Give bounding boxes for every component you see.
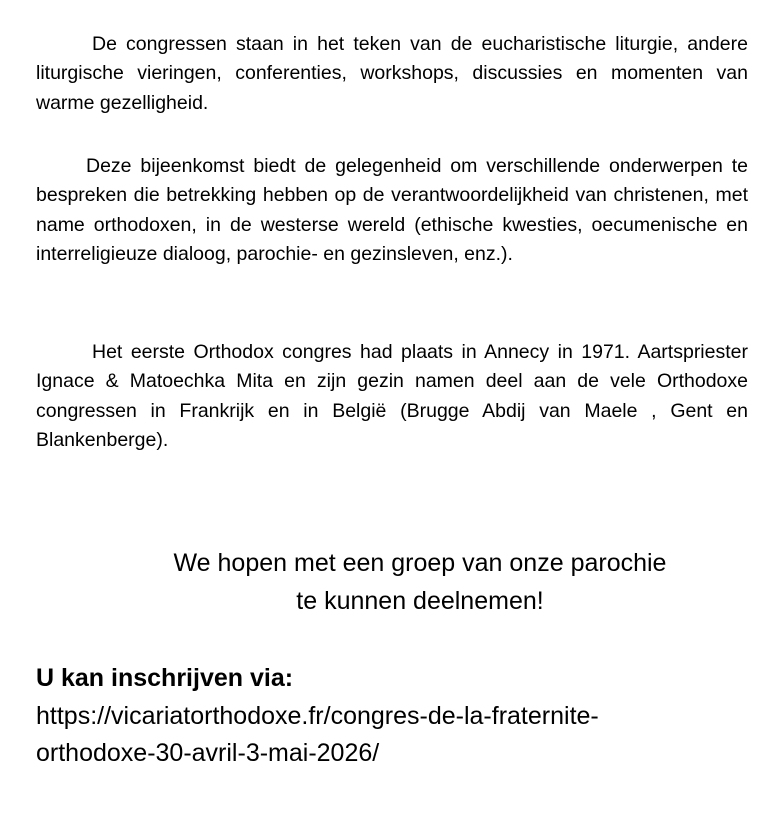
signup-link-line-1: https://vicariatorthodoxe.fr/congres-de-la-fraternite- <box>36 702 599 730</box>
callout-line-2: te kunnen deelnemen! <box>296 587 544 615</box>
callout-line-1: We hopen met een groep van onze parochie <box>173 549 667 577</box>
signup-link[interactable] <box>36 698 756 772</box>
paragraph-meeting-topics: Deze bijeenkomst biedt de gelegenheid om verschillende onderwerpen te bespreken die betrekking hebben op de verantwoordelijkheid van christenen, met name orthodoxen, in de westerse wereld (ethische kwesties, oecumenische en interreligieuze dialoog, parochie- en gezinsleven, enz.). <box>36 155 748 265</box>
signup-heading: U kan inschrijven via: <box>36 664 294 692</box>
paragraph-congress-program: De congressen staan in het teken van de eucharistische liturgie, andere liturgische vieringen, conferenties, workshops, discussies en momenten van warme gezelligheid. <box>36 33 748 114</box>
paragraph-congress-history: Het eerste Orthodox congres had plaats in Annecy in 1971. Aartspriester Ignace & Matoechka Mita en zijn gezin namen deel aan de vele Orthodoxe congressen in Frankrijk en in België (Brugge Abdij van Maele , Gent en Blankenberge). <box>36 341 748 451</box>
signup-link-line-2: orthodoxe-30-avril-3-mai-2026/ <box>36 739 380 767</box>
participation-callout <box>40 544 780 620</box>
